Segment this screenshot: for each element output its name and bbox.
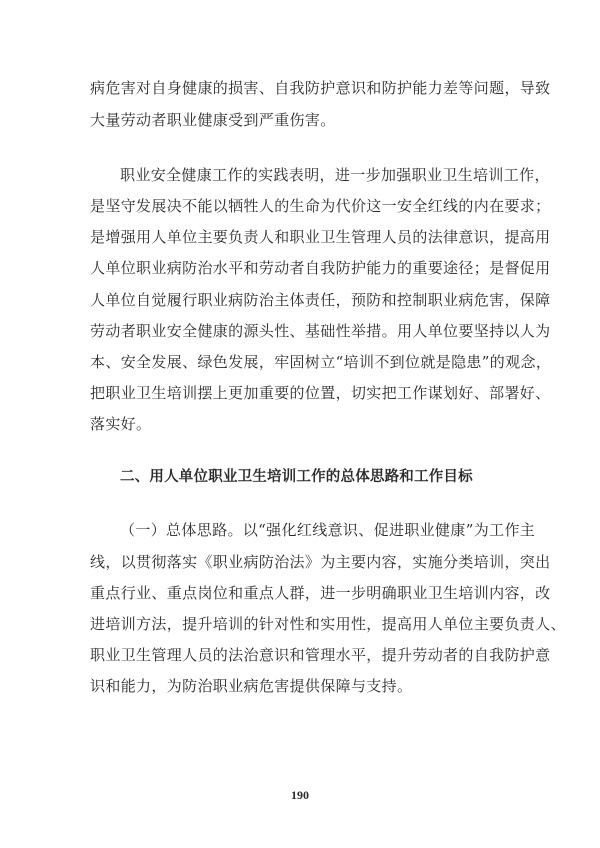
text-line: 人单位自觉履行职业病防治主体责任，预防和控制职业病危害，保障 <box>90 291 551 309</box>
text-line: （一）总体思路。以“强化红线意识、促进职业健康”为工作主 <box>120 521 536 539</box>
text-line: 职业安全健康工作的实践表明，进一步加强职业卫生培训工作， <box>120 166 550 184</box>
text-line: 病危害对自身健康的损害、自我防护意识和防护能力差等问题，导致 <box>90 79 551 97</box>
text-line: 劳动者职业安全健康的源头性、基础性举措。用人单位要坚持以人为 <box>90 322 551 340</box>
text-line: 职业卫生管理人员的法治意识和管理水平，提升劳动者的自我防护意 <box>90 646 551 664</box>
text-line: 人单位职业病防治水平和劳动者自我防护能力的重要途径；是督促用 <box>90 259 551 277</box>
text-line: 把职业卫生培训摆上更加重要的位置，切实把工作谋划好、部署好、 <box>90 384 551 402</box>
text-line: 是增强用人单位主要负责人和职业卫生管理人员的法律意识，提高用 <box>90 228 551 246</box>
page-number: 190 <box>291 788 309 802</box>
section-heading: 二、用人单位职业卫生培训工作的总体思路和工作目标 <box>120 469 473 485</box>
text-line: 识和能力，为防治职业病危害提供保障与支持。 <box>90 677 413 695</box>
text-line: 进培训方法，提升培训的针对性和实用性，提高用人单位主要负责人、 <box>90 615 566 633</box>
text-line: 线，以贯彻落实《职业病防治法》为主要内容，实施分类培训，突出 <box>90 553 551 571</box>
text-line: 大量劳动者职业健康受到严重伤害。 <box>90 111 336 129</box>
text-line: 是坚守发展决不能以牺牲人的生命为代价这一安全红线的内在要求； <box>90 197 551 215</box>
text-line: 落实好。 <box>90 415 152 433</box>
text-line: 本、安全发展、绿色发展，牢固树立“培训不到位就是隐患”的观念， <box>90 353 552 371</box>
text-line: 重点行业、重点岗位和重点人群，进一步明确职业卫生培训内容，改 <box>90 584 551 602</box>
